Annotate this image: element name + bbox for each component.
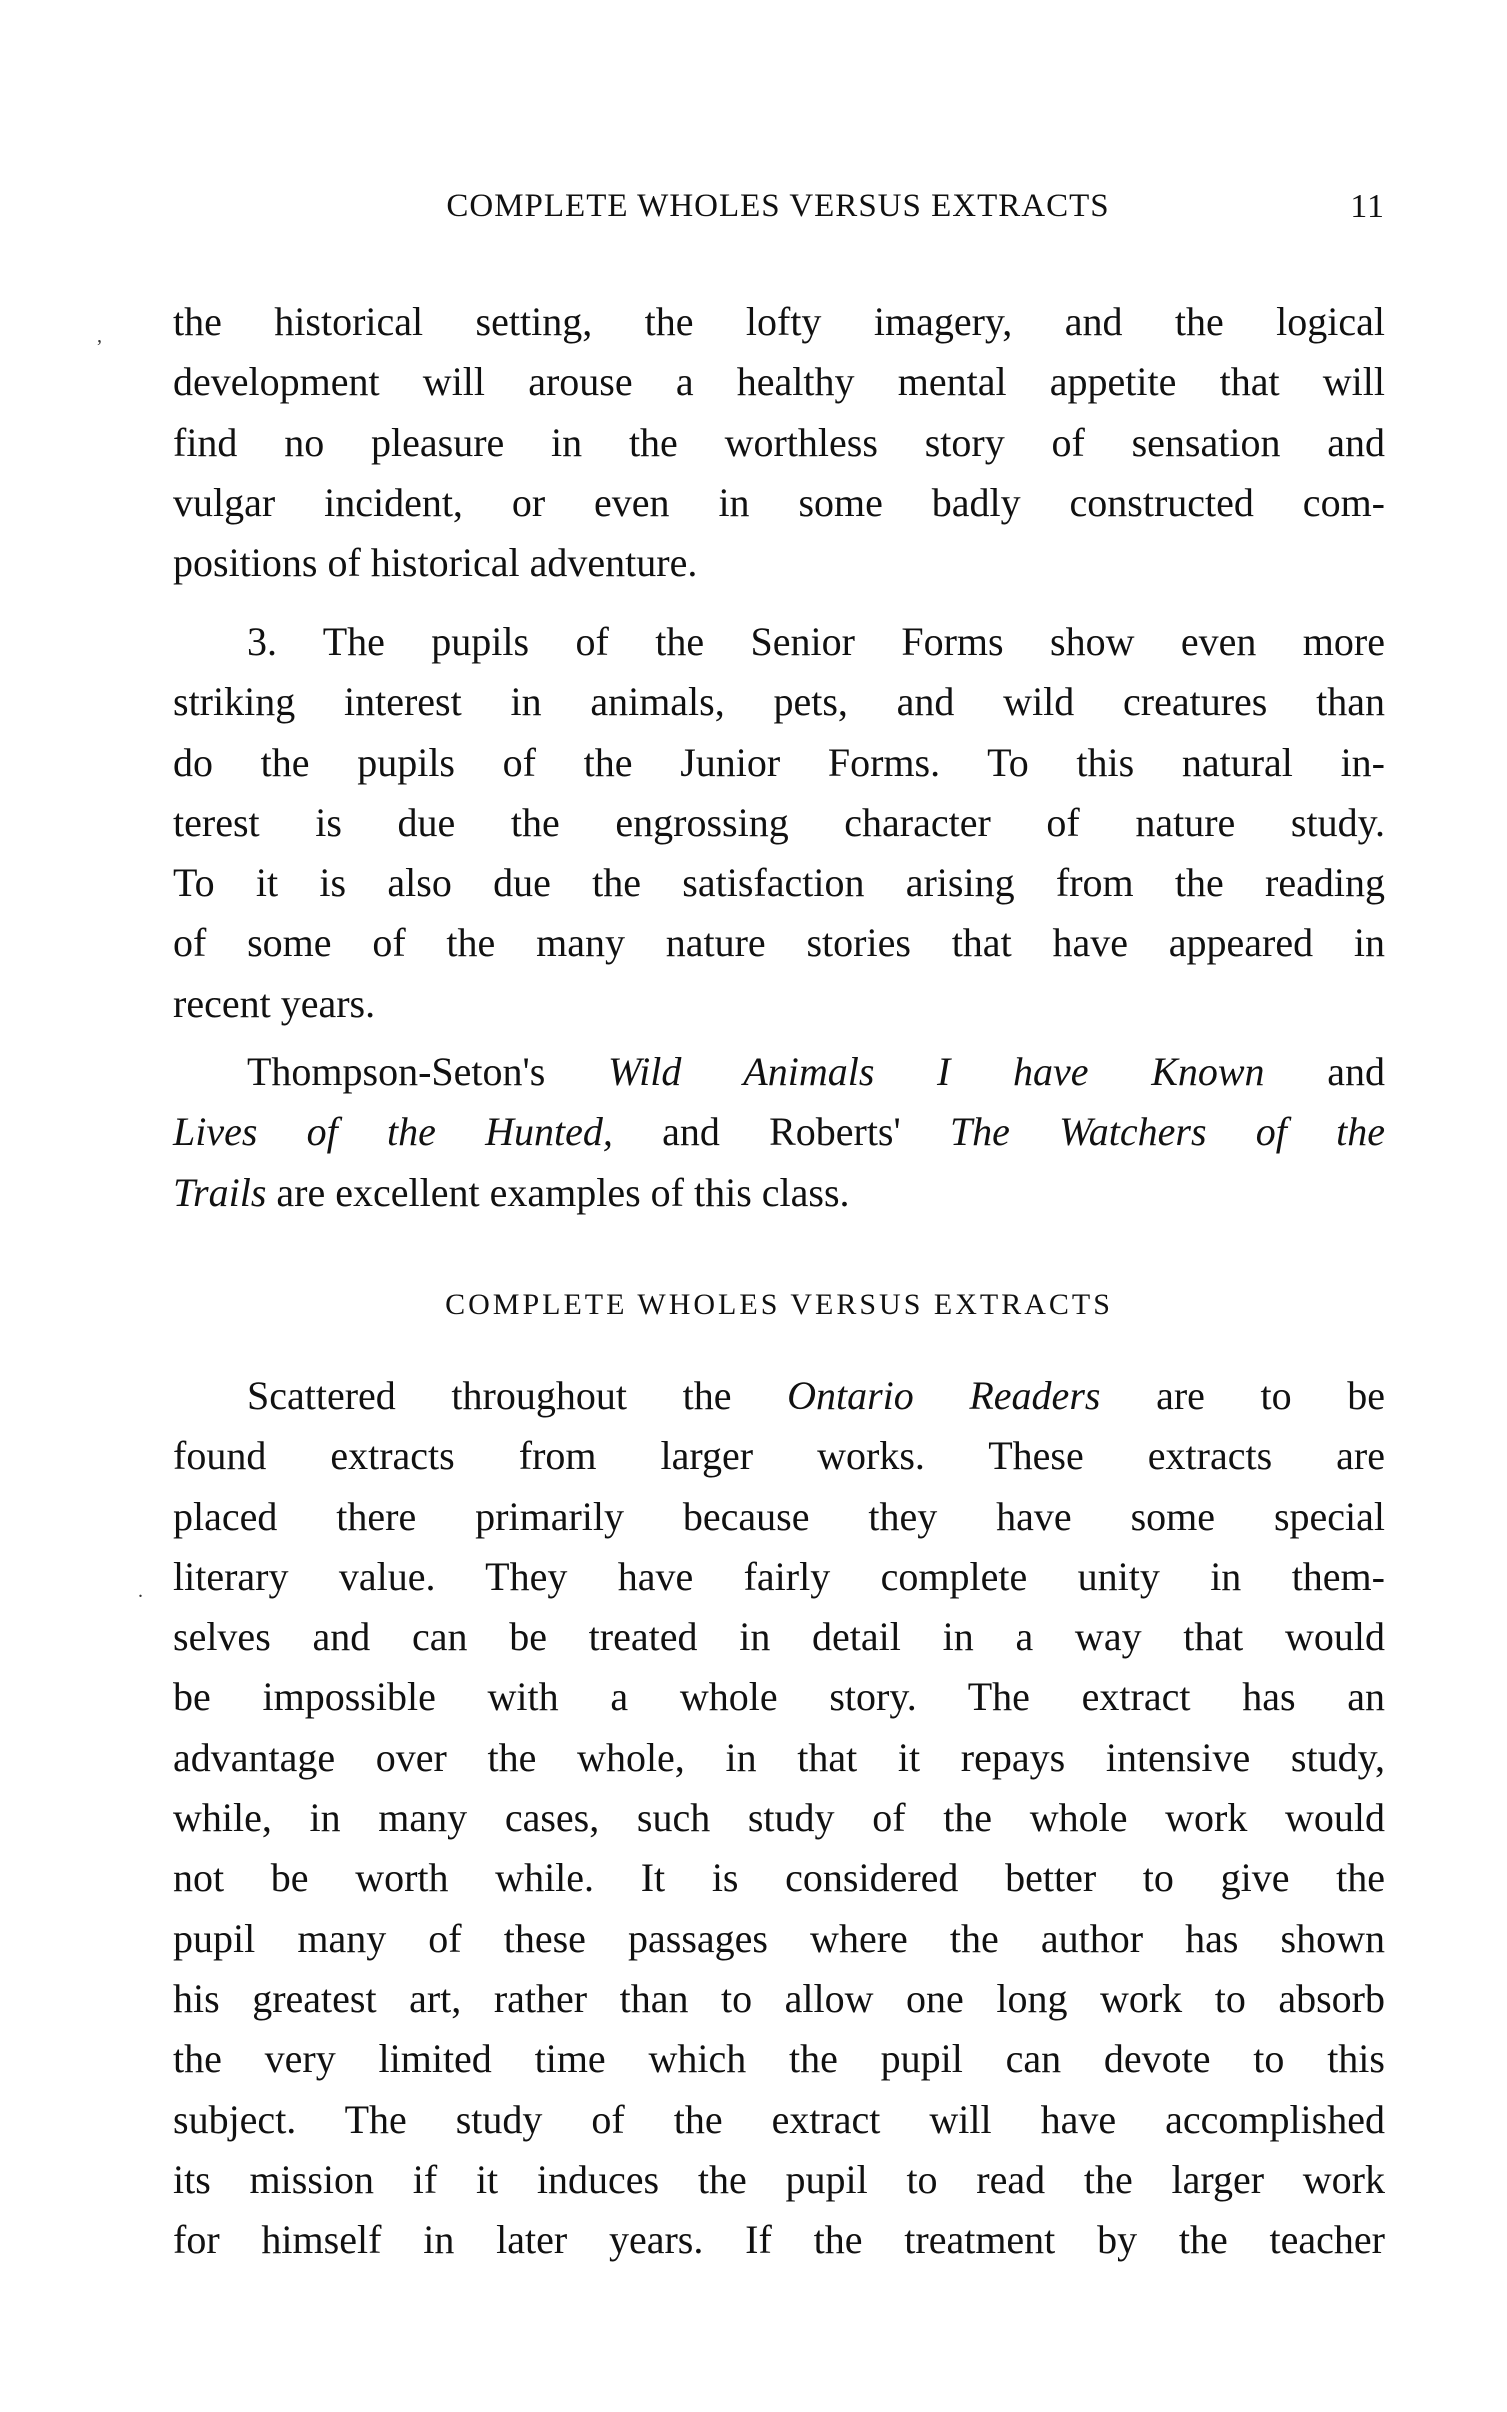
text-line <box>173 1042 1385 1102</box>
text-line: be impossible with a whole story. The extract has an <box>173 1674 1385 1720</box>
paragraph-examples <box>173 1042 1385 1223</box>
text-run: are excellent examples of this class. <box>266 1169 850 1215</box>
text-run: are to be <box>1100 1373 1385 1418</box>
book-title-wild-animals: Wild Animals I have Known <box>607 1049 1265 1094</box>
text-line: recent years. <box>173 980 376 1026</box>
text-line: selves and can be treated in detail in a way that would <box>173 1614 1385 1660</box>
text-run: and <box>1264 1049 1385 1094</box>
text-run: Scattered throughout the <box>247 1373 788 1418</box>
text-line: the very limited time which the pupil can devote to this <box>173 2036 1385 2082</box>
paragraph-senior-forms <box>173 612 1385 1034</box>
text-line: pupil many of these passages where the author has shown <box>173 1915 1385 1961</box>
text-line: not be worth while. It is considered better to give the <box>173 1855 1385 1901</box>
text-line: found extracts from larger works. These extracts are <box>173 1433 1385 1479</box>
paragraph-continuation <box>173 292 1385 593</box>
book-title-ontario-readers: Ontario Readers <box>787 1373 1101 1418</box>
scan-speck: ’ <box>96 336 103 358</box>
text-line: while, in many cases, such study of the whole work would <box>173 1795 1385 1841</box>
text-line: literary value. They have fairly complete unity in them- <box>173 1553 1385 1599</box>
text-line: development will arouse a healthy mental appetite that will <box>173 359 1385 405</box>
text-line: his greatest art, rather than to allow one long work to absorb <box>173 1975 1385 2021</box>
text-run: and Roberts' <box>612 1109 950 1155</box>
text-line: subject. The study of the extract will have accomplished <box>173 2096 1385 2142</box>
page-number: 11 <box>1350 188 1385 225</box>
text-line: placed there primarily because they have some special <box>173 1493 1385 1539</box>
text-line: of some of the many nature stories that have appeared in <box>173 920 1385 966</box>
text-line <box>173 1102 1385 1162</box>
text-line: its mission if it induces the pupil to read the larger work <box>173 2156 1385 2202</box>
paragraph-extracts <box>173 1366 1385 2270</box>
text-run: Thompson-Seton's <box>247 1049 608 1094</box>
running-head-title: COMPLETE WHOLES VERSUS EXTRACTS <box>446 188 1110 224</box>
text-line <box>173 1366 1385 1426</box>
text-line <box>173 1163 1385 1223</box>
text-line: positions of historical adventure. <box>173 540 698 586</box>
text-line: 3. The pupils of the Senior Forms show even more <box>247 619 1385 664</box>
text-line: vulgar incident, or even in some badly constructed com- <box>173 479 1385 525</box>
text-line: find no pleasure in the worthless story of sensation and <box>173 419 1385 465</box>
text-line: To it is also due the satisfaction arising from the reading <box>173 860 1385 906</box>
book-title-trails: Trails <box>173 1169 267 1215</box>
book-title-lives-of-the-hunted: Lives of the Hunted, <box>173 1109 613 1155</box>
text-line: striking interest in animals, pets, and wild creatures than <box>173 679 1385 725</box>
section-heading: COMPLETE WHOLES VERSUS EXTRACTS <box>445 1288 1113 1321</box>
text-line: do the pupils of the Junior Forms. To this natural in- <box>173 739 1385 785</box>
running-head <box>173 188 1385 232</box>
text-line: advantage over the whole, in that it repays intensive study, <box>173 1734 1385 1780</box>
text-line: the historical setting, the lofty imagery, and the logical <box>173 299 1385 344</box>
text-line: terest is due the engrossing character of nature study. <box>173 799 1385 845</box>
scan-speck: . <box>138 1580 143 1602</box>
text-line: for himself in later years. If the treatment by the teacher <box>173 2217 1385 2263</box>
book-title-watchers-of-the-trails: The Watchers of the <box>949 1109 1385 1155</box>
